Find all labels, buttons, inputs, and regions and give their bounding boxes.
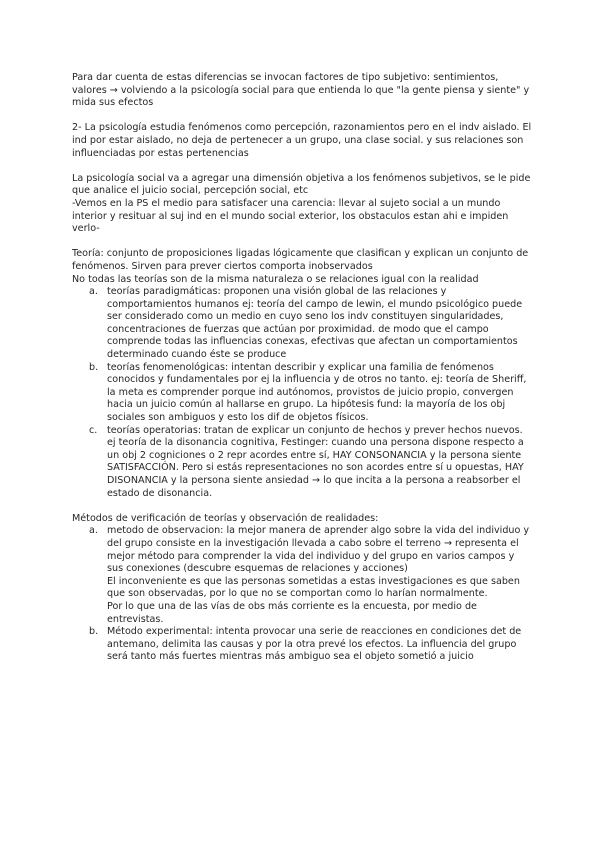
list-marker: a. <box>89 525 98 537</box>
document-body <box>72 72 532 664</box>
paragraph-subjective-factors: Para dar cuenta de estas diferencias se invocan factores de tipo subjetivo: sentimientos, valores → volviendo a la psicología social para que entienda lo que "la gente piensa y siente" y mida sus efectos <box>72 72 530 109</box>
methods-list <box>72 525 532 664</box>
list-item-text: teorías operatorias: tratan de explicar un conjunto de hechos y prever hechos nuevos. ej teoría de la disonancia cognitiva, Festinger: cuando una persona dispone respecto a un obj 2 cogniciones o 2 repr acordes entre sí, HAY CONSONANCIA y la persona siente SATISFACCIÓN. Pero si estás representaciones no son acordes entre sí u opuestas, HAY DISONANCIA y la persona siente ansiedad → lo que incita a la persona a reabsorber el estado de disonancia. <box>107 424 524 499</box>
list-marker: c. <box>89 424 98 436</box>
list-item-text: teorías fenomenológicas: intentan describir y explicar una familia de fenómenos conocidos y fundamentales por ej la influencia y de otros no tanto. ej: teoría de Sheriff, la meta es comprender porque ind autónomos, provistos de juicio propio, convergen hacia un juicio común al hallarse en grupo. La hipótesis fund: la mayoría de los obj sociales son ambiguos y esto los dif de objetos físicos. <box>107 361 527 424</box>
list-marker: b. <box>89 626 99 638</box>
list-item <box>72 286 532 362</box>
section-heading-methods: Métodos de verificación de teorías y observación de realidades: <box>72 512 379 524</box>
paragraph-theory-definition: Teoría: conjunto de proposiciones ligadas lógicamente que clasifican y explican un conjunto de fenómenos. Sirven para prever ciertos comporta inobservados No todas las teorías son de la misma naturaleza o se relaciones igual con la realidad <box>72 248 529 285</box>
theories-list <box>72 286 532 500</box>
list-item-note: Por lo que una de las vías de obs más corriente es la encuesta, por medio de entrevistas. <box>107 600 477 625</box>
list-item <box>72 525 532 626</box>
list-item <box>72 425 532 501</box>
paragraph-social-psychology: La psicología social va a agregar una dimensión objetiva a los fenómenos subjetivos, se le pide que analice el juicio social, percepción social, etc -Vemos en la PS el medio para satisfacer una carencia: llevar al sujeto social a un mundo interior y resituar al suj ind en el mundo social exterior, los obstaculos estan ahi e impiden verlo- <box>72 172 531 235</box>
list-item <box>72 362 532 425</box>
list-item-text: teorías paradigmáticas: proponen una visión global de las relaciones y comportamientos humanos ej: teoría del campo de lewin, el mundo psicológico puede ser considerado como un medio en cuyo seno los indv constituyen singularidades, concentraciones de fuerzas que actúan por proximidad. de modo que el campo comprende todas las influencias conexas, efectivas que afectan un comportamientos determinado cuando éste se produce <box>107 286 523 361</box>
paragraph-psychology-studies: 2- La psicología estudia fenómenos como percepción, razonamientos pero en el indv aislado. El ind por estar aislado, no deja de pertenecer a un grupo, una clase social. y sus relaciones son influenciadas por estas pertenencias <box>72 122 532 159</box>
list-item-text: metodo de observacion: la mejor manera de aprender algo sobre la vida del individuo y del grupo consiste en la investigación llevada a cabo sobre el terreno → representa el mejor método para comprender la vida del individuo y del grupo en varios campos y sus conexiones (descubre esquemas de relaciones y acciones) <box>107 525 530 575</box>
list-marker: a. <box>89 286 98 298</box>
list-marker: b. <box>89 361 99 373</box>
list-item <box>72 626 532 664</box>
list-item-text: Método experimental: intenta provocar una serie de reacciones en condiciones det de antemano, delimita las causas y por la otra prevé los efectos. La influencia del grupo será tanto más fuertes mientras más ambiguo sea el objeto sometió a juicio <box>107 626 522 663</box>
list-item-note: El inconveniente es que las personas sometidas a estas investigaciones es que saben que son observadas, por lo que no se comportan como lo harían normalmente. <box>107 575 520 600</box>
